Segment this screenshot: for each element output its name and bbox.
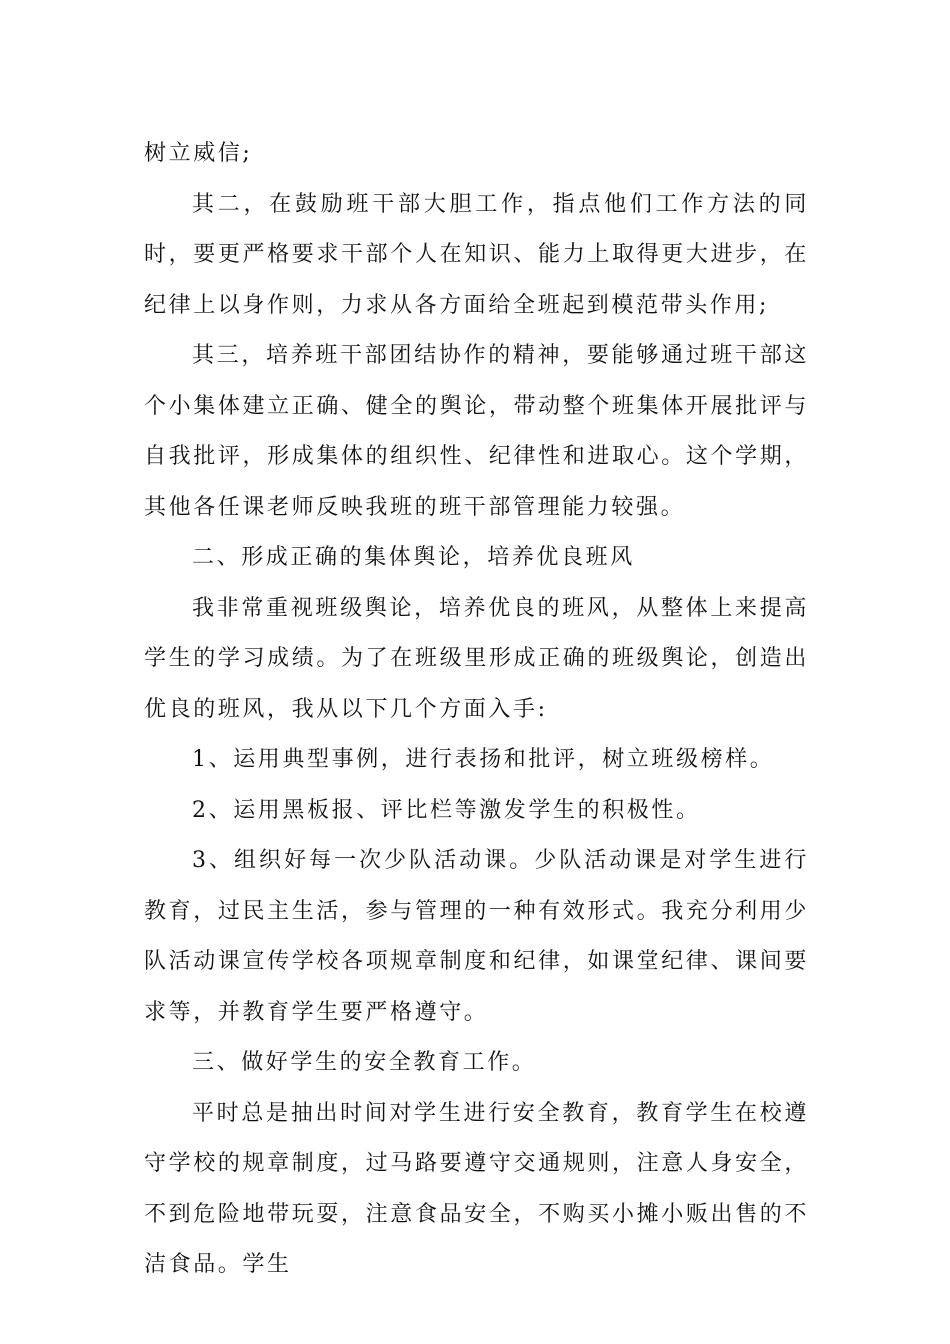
paragraph-point-two: 其二，在鼓励班干部大胆工作，指点他们工作方法的同时，要更严格要求干部个人在知识、能力上取得更大进步，在纪律上以身作则，力求从各方面给全班起到模范带头作用; — [144, 191, 809, 318]
section-heading-two: 二、形成正确的集体舆论，培养优良班风 — [192, 545, 635, 570]
paragraph-point-three: 其三，培养班干部团结协作的精神，要能够通过班干部这个小集体建立正确、健全的舆论，带动整个班集体开展批评与自我批评，形成集体的组织性、纪律性和进取心。这个学期，其他各任课老师反映我班的班干部管理能力较强。 — [144, 343, 809, 520]
paragraph-class-opinion: 我非常重视班级舆论，培养优良的班风，从整体上来提高学生的学习成绩。为了在班级里形成正确的班级舆论，创造出优良的班风，我从以下几个方面入手: — [144, 595, 809, 722]
paragraph-continuation: 树立威信; — [144, 141, 253, 166]
paragraph-safety-education: 平时总是抽出时间对学生进行安全教育，教育学生在校遵守学校的规章制度，过马路要遵守交通规则，注意人身安全，不到危险地带玩耍，注意食品安全，不购买小摊小贩出售的不洁食品。学生 — [144, 1100, 809, 1277]
list-item-two: 2、运用黑板报、评比栏等激发学生的积极性。 — [192, 797, 701, 823]
document-body — [144, 129, 809, 1291]
list-item-one: 1、运用典型事例，进行表扬和批评，树立班级榜样。 — [192, 747, 775, 772]
list-item-three: 3、组织好每一次少队活动课。少队活动课是对学生进行教育，过民主生活，参与管理的一种有效形式。我充分利用少队活动课宣传学校各项规章制度和纪律，如课堂纪律、课间要求等，并教育学生要严格遵守。 — [144, 848, 809, 1025]
section-heading-three: 三、做好学生的安全教育工作。 — [192, 1050, 537, 1075]
